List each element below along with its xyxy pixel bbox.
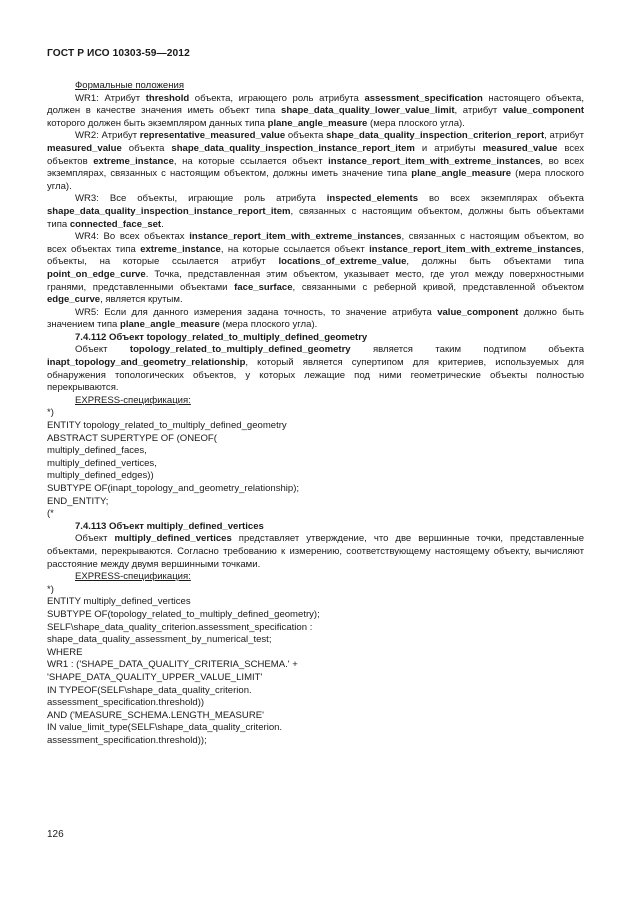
formal-provisions-title: Формальные положения xyxy=(75,80,185,91)
page-content xyxy=(47,80,584,747)
rule-wr5: WR5: Если для данного измерения задана точность, то значение атрибута value_component должно быть значением типа plane_angle_measure (мера плоского угла). xyxy=(47,306,584,331)
express-label-7-4-113: EXPRESS-спецификация: xyxy=(75,571,191,583)
rule-wr3: WR3: Все объекты, играющие роль атрибута inspected_elements во всех экземплярах объекта shape_data_quality_inspection_instance_report_item, связанных с настоящим объектом, должны быть объектами типа connected_face_set. xyxy=(47,193,584,230)
section-body-7-4-113: Объект multiply_defined_vertices представляет утверждение, что две вершинные точки, представленные объектами, перекрываются. Согласно требованию к измерению, соответствующему настоящему объекту, вычисляют расстояние между двумя вершинными точками. xyxy=(47,533,585,570)
document-header: ГОСТ Р ИСО 10303-59—2012 xyxy=(47,48,190,59)
section-body-7-4-112: Объект topology_related_to_multiply_defined_geometry является таким подтипом объекта inapt_topology_and_geometry_relationship, который является супертипом для критериев, используемых для обнаружения топологических объектов, у которых лежащие под ними геометрические объекты полностью перекрываются. xyxy=(47,344,585,394)
rule-wr1: WR1: Атрибут threshold объекта, играющего роль атрибута assessment_specification настоящего объекта, должен в качестве значения иметь объект типа shape_data_quality_lower_value_limit, атрибут value_component которого должен быть экземпляром данных типа plane_angle_measure (мера плоского угла). xyxy=(47,92,585,129)
page-number: 126 xyxy=(47,829,64,840)
section-heading-7-4-113: 7.4.113 Объект multiply_defined_vertices xyxy=(75,520,264,532)
express-code-7-4-113: *) ENTITY multiply_defined_vertices SUBTYPE OF(topology_related_to_multiply_defined_geometry); SELF\shape_data_quality_criterion.assessment_specification : shape_data_quality_assessment_by_numerical_test; WHERE WR1 : ('SHAPE_DATA_QUALITY_CRITERIA_SCHEMA.' + 'SHAPE_DATA_QUALITY_UPPER_VALUE_LIMIT' IN TYPEOF(SELF\shape_data_quality_criterion. assessment_specification.threshold)) AND ('MEASURE_SCHEMA.LENGTH_MEASURE' IN value_limit_type(SELF\shape_data_quality_criterion. assessment_specification.threshold)); xyxy=(47,583,320,746)
express-code-7-4-112: *) ENTITY topology_related_to_multiply_defined_geometry ABSTRACT SUPERTYPE OF (ONEOF( multiply_defined_faces, multiply_defined_vertices, multiply_defined_edges)) SUBTYPE OF(inapt_topology_and_geometry_relationship); END_ENTITY; (* xyxy=(47,407,300,520)
rule-wr2: WR2: Атрибут representative_measured_value объекта shape_data_quality_inspection_criterion_report, атрибут measured_value объекта shape_data_quality_inspection_instance_report_item и атрибуты measured_value всех объектов extreme_instance, на которые ссылается объект instance_report_item_with_extreme_instances, во всех экземплярах, связанных с настоящим объектом, должны иметь значение типа plane_angle_measure (мера плоского угла). xyxy=(47,130,585,192)
express-label-7-4-112: EXPRESS-спецификация: xyxy=(75,394,191,406)
section-heading-7-4-112: 7.4.112 Объект topology_related_to_multiply_defined_geometry xyxy=(75,331,368,343)
rule-wr4: WR4: Во всех объектах instance_report_item_with_extreme_instances, связанных с настоящим объектом, во всех объектах типа extreme_instance, на которые ссылается объект instance_report_item_with_extreme_instances, объекты, на которые ссылается атрибут locations_of_extreme_value, должны быть объектами типа point_on_edge_curve. Точка, представленная этим объектом, указывает место, где угол между поверхностными гранями, представленными объектами face_surface, связанными с реберной кривой, представленной объектом edge_curve, является крутым. xyxy=(47,231,585,306)
